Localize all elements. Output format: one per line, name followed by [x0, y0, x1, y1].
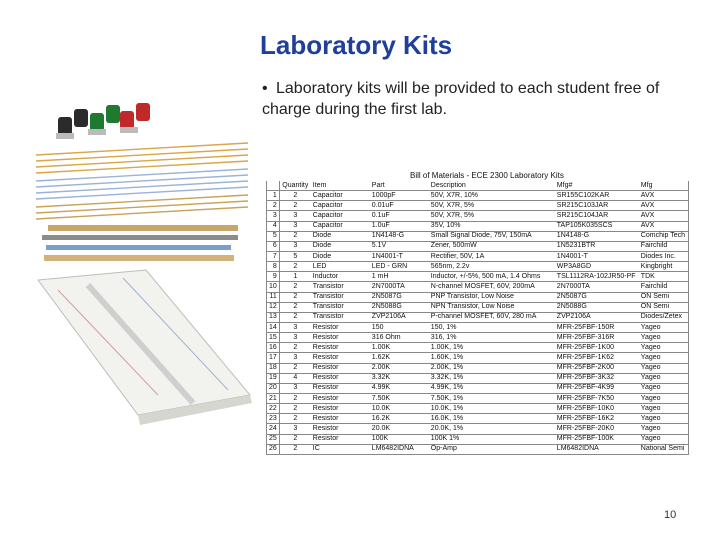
cell-index: 4	[267, 221, 280, 231]
cell-quantity: 2	[279, 434, 311, 444]
cell-part: 1000pF	[370, 191, 429, 201]
table-row	[267, 302, 689, 312]
bill-of-materials-table	[266, 181, 689, 455]
cell-part: 3.32K	[370, 373, 429, 383]
cell-item: Resistor	[311, 393, 370, 403]
cell-mfg: Yageo	[639, 373, 689, 383]
cell-mfg: ON Semi	[639, 302, 689, 312]
table-row	[267, 353, 689, 363]
cell-mfg-number: MFR-25FBF-3K32	[555, 373, 639, 383]
cell-index: 1	[267, 191, 280, 201]
cell-description: Inductor, +/-5%, 500 mA, 1.4 Ohms	[429, 272, 555, 282]
table-row	[267, 231, 689, 241]
cell-quantity: 2	[279, 404, 311, 414]
table-row	[267, 424, 689, 434]
cell-quantity: 2	[279, 343, 311, 353]
cell-mfg-number: WP3A8GD	[555, 262, 639, 272]
cell-index: 14	[267, 322, 280, 332]
cell-item: Resistor	[311, 434, 370, 444]
cell-index: 7	[267, 251, 280, 261]
banana-plugs-image	[56, 103, 150, 139]
cell-item: Resistor	[311, 373, 370, 383]
slide-title: Laboratory Kits	[260, 30, 453, 60]
cell-description: 100K 1%	[429, 434, 555, 444]
cell-quantity: 2	[279, 393, 311, 403]
table-row	[267, 262, 689, 272]
table-body	[267, 191, 689, 455]
cell-mfg-number: MFR-25FBF-1K00	[555, 343, 639, 353]
cell-quantity: 2	[279, 201, 311, 211]
cell-mfg-number: MFR-25FBF-150R	[555, 322, 639, 332]
cell-part: LED - GRN	[370, 262, 429, 272]
cell-item: Capacitor	[311, 191, 370, 201]
cell-description: 3.32K, 1%	[429, 373, 555, 383]
cell-quantity: 3	[279, 211, 311, 221]
cell-mfg-number: MFR-25FBF-100K	[555, 434, 639, 444]
cell-description: 316, 1%	[429, 333, 555, 343]
cell-mfg: Yageo	[639, 353, 689, 363]
cell-item: Capacitor	[311, 221, 370, 231]
cell-item: Resistor	[311, 404, 370, 414]
table-row	[267, 191, 689, 201]
cell-part: 1.62K	[370, 353, 429, 363]
cell-part: 1.0uF	[370, 221, 429, 231]
cell-item: Capacitor	[311, 211, 370, 221]
cell-mfg-number: ZVP2106A	[555, 312, 639, 322]
cell-quantity: 2	[279, 444, 311, 454]
cell-mfg-number: SR215C103JAR	[555, 201, 639, 211]
cell-mfg: Yageo	[639, 322, 689, 332]
cell-index: 11	[267, 292, 280, 302]
cell-mfg: AVX	[639, 191, 689, 201]
cell-mfg: ON Semi	[639, 292, 689, 302]
cell-mfg: Comchip Tech	[639, 231, 689, 241]
cell-index: 22	[267, 404, 280, 414]
table-row	[267, 383, 689, 393]
cell-description: Small Signal Diode, 75V, 150mA	[429, 231, 555, 241]
cell-part: 2.00K	[370, 363, 429, 373]
cell-mfg: Yageo	[639, 363, 689, 373]
cell-index: 5	[267, 231, 280, 241]
cell-part: 1 mH	[370, 272, 429, 282]
cell-part: 100K	[370, 434, 429, 444]
cell-mfg-number: MFR-25FBF-4K99	[555, 383, 639, 393]
cell-quantity: 2	[279, 312, 311, 322]
cell-item: Resistor	[311, 383, 370, 393]
header-item: Item	[312, 181, 327, 189]
cell-quantity: 2	[279, 262, 311, 272]
table-row	[267, 201, 689, 211]
table-header-row	[267, 181, 689, 191]
header-part: Part	[371, 181, 385, 189]
cell-mfg: Yageo	[639, 404, 689, 414]
cell-part: 150	[370, 322, 429, 332]
cell-quantity: 2	[279, 191, 311, 201]
cell-part: 2N5087G	[370, 292, 429, 302]
cell-index: 16	[267, 343, 280, 353]
cell-index: 23	[267, 414, 280, 424]
cell-quantity: 3	[279, 383, 311, 393]
cell-part: 0.1uF	[370, 211, 429, 221]
cell-quantity: 2	[279, 302, 311, 312]
cell-item: Diode	[311, 241, 370, 251]
table-row	[267, 363, 689, 373]
cell-description: Op-Amp	[429, 444, 555, 454]
bullet-point	[262, 78, 692, 120]
cell-mfg: National Semi	[639, 444, 689, 454]
cell-part: 20.0K	[370, 424, 429, 434]
cell-part: 1N4148-G	[370, 231, 429, 241]
cell-item: Resistor	[311, 353, 370, 363]
cell-description: 50V, X7R, 5%	[429, 211, 555, 221]
cell-item: Transistor	[311, 292, 370, 302]
cell-quantity: 2	[279, 414, 311, 424]
cell-item: Diode	[311, 251, 370, 261]
breadboard-image	[38, 270, 252, 425]
cell-part: 5.1V	[370, 241, 429, 251]
cell-item: Resistor	[311, 333, 370, 343]
cell-mfg-number: 1N4148-G	[555, 231, 639, 241]
cell-index: 18	[267, 363, 280, 373]
cell-description: Rectifier, 50V, 1A	[429, 251, 555, 261]
table-row	[267, 312, 689, 322]
cell-quantity: 2	[279, 363, 311, 373]
bullet-text: Laboratory kits will be provided to each student free of charge during the first lab.	[262, 80, 660, 118]
cell-mfg-number: MFR-25FBF-16K2	[555, 414, 639, 424]
cell-part: 10.0K	[370, 404, 429, 414]
cell-description: 4.99K, 1%	[429, 383, 555, 393]
cell-description: 50V, X7R, 5%	[429, 201, 555, 211]
cell-description: 35V, 10%	[429, 221, 555, 231]
table-row	[267, 404, 689, 414]
cell-index: 19	[267, 373, 280, 383]
cell-index: 12	[267, 302, 280, 312]
cell-mfg-number: MFR-25FBF-2K00	[555, 363, 639, 373]
header-description: Description	[430, 181, 466, 189]
cell-part: ZVP2106A	[370, 312, 429, 322]
cell-quantity: 2	[279, 292, 311, 302]
cell-mfg: AVX	[639, 201, 689, 211]
table-row	[267, 414, 689, 424]
cell-description: 565nm, 2.2v	[429, 262, 555, 272]
cell-description: 10.0K, 1%	[429, 404, 555, 414]
cell-mfg: Yageo	[639, 434, 689, 444]
cell-index: 21	[267, 393, 280, 403]
cell-mfg-number: TSL1112RA-102JR50-PF	[555, 272, 639, 282]
cell-item: Transistor	[311, 302, 370, 312]
cell-mfg: Yageo	[639, 383, 689, 393]
cell-description: 16.0K, 1%	[429, 414, 555, 424]
cell-description: 50V, X7R, 10%	[429, 191, 555, 201]
cell-item: Resistor	[311, 363, 370, 373]
cell-mfg: Fairchild	[639, 282, 689, 292]
cell-quantity: 3	[279, 353, 311, 363]
cell-part: 16.2K	[370, 414, 429, 424]
cell-item: Transistor	[311, 282, 370, 292]
cell-description: 1.00K, 1%	[429, 343, 555, 353]
cell-item: Resistor	[311, 322, 370, 332]
cell-mfg: Diodes/Zetex	[639, 312, 689, 322]
cell-mfg-number: 2N5087G	[555, 292, 639, 302]
table-row	[267, 322, 689, 332]
cell-mfg: AVX	[639, 221, 689, 231]
bullet-dot-icon: •	[262, 80, 268, 97]
cell-quantity: 2	[279, 231, 311, 241]
cell-mfg-number: MFR-25FBF-1K62	[555, 353, 639, 363]
cell-description: 150, 1%	[429, 322, 555, 332]
cell-quantity: 1	[279, 272, 311, 282]
cell-mfg: TDK	[639, 272, 689, 282]
cell-description: NPN Transistor, Low Noise	[429, 302, 555, 312]
table-row	[267, 272, 689, 282]
cell-description: 7.50K, 1%	[429, 393, 555, 403]
cell-mfg-number: SR155C102KAR	[555, 191, 639, 201]
cell-part: 2N5088G	[370, 302, 429, 312]
cell-quantity: 3	[279, 424, 311, 434]
components-image	[42, 225, 238, 261]
cell-index: 24	[267, 424, 280, 434]
header-index	[267, 181, 280, 191]
page-number: 10	[664, 509, 677, 521]
cell-part: 7.50K	[370, 393, 429, 403]
lab-kit-photo	[28, 95, 256, 495]
cell-mfg-number: 2N7000TA	[555, 282, 639, 292]
cell-description: N-channel MOSFET, 60V, 200mA	[429, 282, 555, 292]
cell-part: 1N4001-T	[370, 251, 429, 261]
cell-description: 1.60K, 1%	[429, 353, 555, 363]
cell-index: 10	[267, 282, 280, 292]
cell-mfg-number: TAP105K035SCS	[555, 221, 639, 231]
table-row	[267, 251, 689, 261]
cell-quantity: 3	[279, 241, 311, 251]
cell-index: 3	[267, 211, 280, 221]
cell-description: Zener, 500mW	[429, 241, 555, 251]
cell-quantity: 3	[279, 322, 311, 332]
cell-mfg-number: 1N4001-T	[555, 251, 639, 261]
cell-part: 1.00K	[370, 343, 429, 353]
table-row	[267, 393, 689, 403]
cell-mfg: Diodes Inc.	[639, 251, 689, 261]
cell-index: 25	[267, 434, 280, 444]
table-row	[267, 241, 689, 251]
cell-part: LM6482IDNA	[370, 444, 429, 454]
cell-quantity: 3	[279, 221, 311, 231]
table-row	[267, 373, 689, 383]
cell-index: 8	[267, 262, 280, 272]
header-quantity: Quantity	[279, 181, 311, 191]
cell-mfg-number: MFR-25FBF-7K50	[555, 393, 639, 403]
table-row	[267, 434, 689, 444]
table-row	[267, 333, 689, 343]
cell-description: PNP Transistor, Low Noise	[429, 292, 555, 302]
cell-quantity: 2	[279, 282, 311, 292]
cell-mfg-number: SR215C104JAR	[555, 211, 639, 221]
cell-index: 9	[267, 272, 280, 282]
cell-description: 20.0K, 1%	[429, 424, 555, 434]
cell-mfg-number: 1N5231BTR	[555, 241, 639, 251]
cell-mfg: Yageo	[639, 393, 689, 403]
cell-index: 17	[267, 353, 280, 363]
cell-index: 6	[267, 241, 280, 251]
cell-index: 26	[267, 444, 280, 454]
cell-quantity: 4	[279, 373, 311, 383]
cell-mfg: Fairchild	[639, 241, 689, 251]
cell-item: Capacitor	[311, 201, 370, 211]
cell-mfg: AVX	[639, 211, 689, 221]
cell-item: Resistor	[311, 414, 370, 424]
cell-description: P-channel MOSFET, 60V, 280 mA	[429, 312, 555, 322]
cell-mfg: Yageo	[639, 424, 689, 434]
bom-title: Bill of Materials - ECE 2300 Laboratory Kits	[410, 171, 564, 180]
cell-item: LED	[311, 262, 370, 272]
cell-item: Diode	[311, 231, 370, 241]
cell-mfg: Yageo	[639, 333, 689, 343]
cell-mfg: Yageo	[639, 414, 689, 424]
table-row	[267, 282, 689, 292]
cell-mfg-number: MFR-25FBF-10K0	[555, 404, 639, 414]
cell-index: 20	[267, 383, 280, 393]
table-row	[267, 292, 689, 302]
cell-item: Resistor	[311, 424, 370, 434]
table-row	[267, 343, 689, 353]
cell-mfg-number: 2N5088G	[555, 302, 639, 312]
cell-item: IC	[311, 444, 370, 454]
table-row	[267, 444, 689, 454]
cell-item: Resistor	[311, 343, 370, 353]
cell-item: Transistor	[311, 312, 370, 322]
header-mfg-number: Mfg#	[556, 181, 573, 189]
cell-mfg: Yageo	[639, 343, 689, 353]
cell-mfg-number: MFR-25FBF-316R	[555, 333, 639, 343]
cell-part: 316 Ohm	[370, 333, 429, 343]
cell-quantity: 3	[279, 333, 311, 343]
cell-index: 2	[267, 201, 280, 211]
cell-quantity: 5	[279, 251, 311, 261]
cell-index: 15	[267, 333, 280, 343]
cell-part: 4.99K	[370, 383, 429, 393]
cell-part: 2N7000TA	[370, 282, 429, 292]
cell-item: Inductor	[311, 272, 370, 282]
table-row	[267, 221, 689, 231]
resistor-strips-image	[36, 143, 248, 219]
cell-mfg-number: MFR-25FBF-20K0	[555, 424, 639, 434]
header-mfg: Mfg	[639, 181, 689, 191]
table-row	[267, 211, 689, 221]
cell-description: 2.00K, 1%	[429, 363, 555, 373]
cell-mfg: Kingbright	[639, 262, 689, 272]
cell-mfg-number: LM6482IDNA	[555, 444, 639, 454]
cell-index: 13	[267, 312, 280, 322]
cell-part: 0.01uF	[370, 201, 429, 211]
